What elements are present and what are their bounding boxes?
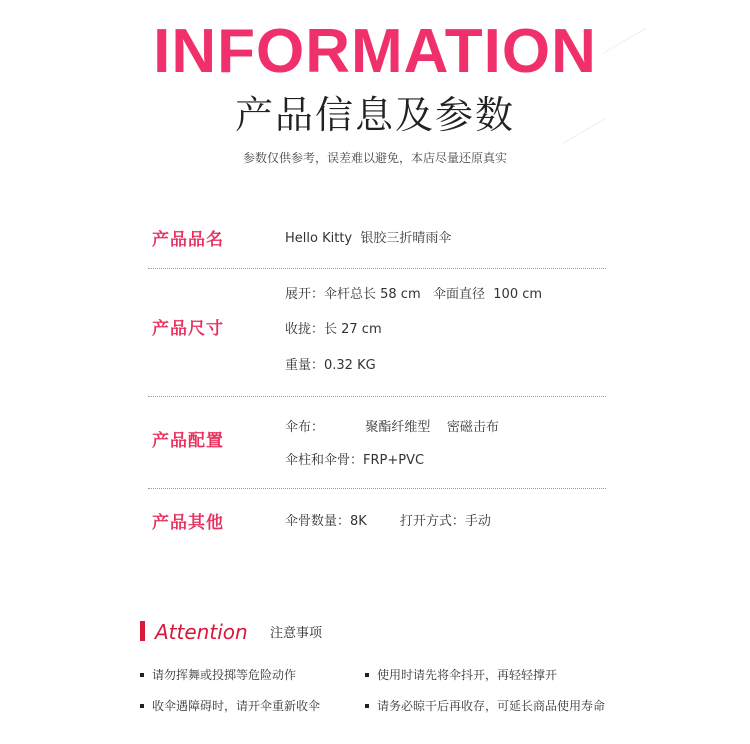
attention-title: Attention — [155, 620, 248, 644]
headline: INFORMATION — [153, 17, 597, 86]
disclaimer-note: 参数仅供参考，误差难以避免，本店尽量还原真实 — [242, 151, 507, 165]
page-title: 产品信息及参数 — [234, 93, 515, 137]
list-item: 使用时请先将伞抖开，再轻轻撑开 — [365, 667, 557, 683]
spec-value-size-open: 展开：伞杆总长 58 cm 伞面直径 100 cm — [285, 287, 543, 302]
spec-value-other: 伞骨数量：8K 打开方式：手动 — [285, 514, 491, 529]
spec-value-size-folded: 收拢：长 27 cm — [285, 322, 382, 337]
list-item: 收伞遇障碍时，请开伞重新收伞 — [140, 698, 320, 714]
spec-label-other: 产品其他 — [152, 513, 224, 533]
divider — [148, 396, 606, 397]
spec-label-config: 产品配置 — [152, 431, 224, 451]
spec-value-frame: 伞柱和伞骨：FRP+PVC — [285, 453, 425, 468]
spec-value-weight: 重量：0.32 KG — [285, 358, 376, 373]
bullet-icon — [140, 704, 144, 708]
bullet-icon — [365, 704, 369, 708]
spec-value-name: Hello Kitty 银胶三折晴雨伞 — [285, 231, 452, 246]
attention-accent-bar — [140, 621, 145, 641]
spec-label-size: 产品尺寸 — [152, 319, 224, 339]
divider — [148, 268, 606, 269]
bullet-icon — [140, 673, 144, 677]
bullet-icon — [365, 673, 369, 677]
list-item: 请勿挥舞或投掷等危险动作 — [140, 667, 296, 683]
spec-value-fabric: 伞布： 聚酯纤维型 密磁击布 — [285, 420, 499, 435]
list-item: 请务必晾干后再收存，可延长商品使用寿命 — [365, 698, 605, 714]
spec-label-name: 产品品名 — [152, 230, 224, 250]
divider — [148, 488, 606, 489]
attention-subtitle: 注意事项 — [270, 626, 323, 641]
